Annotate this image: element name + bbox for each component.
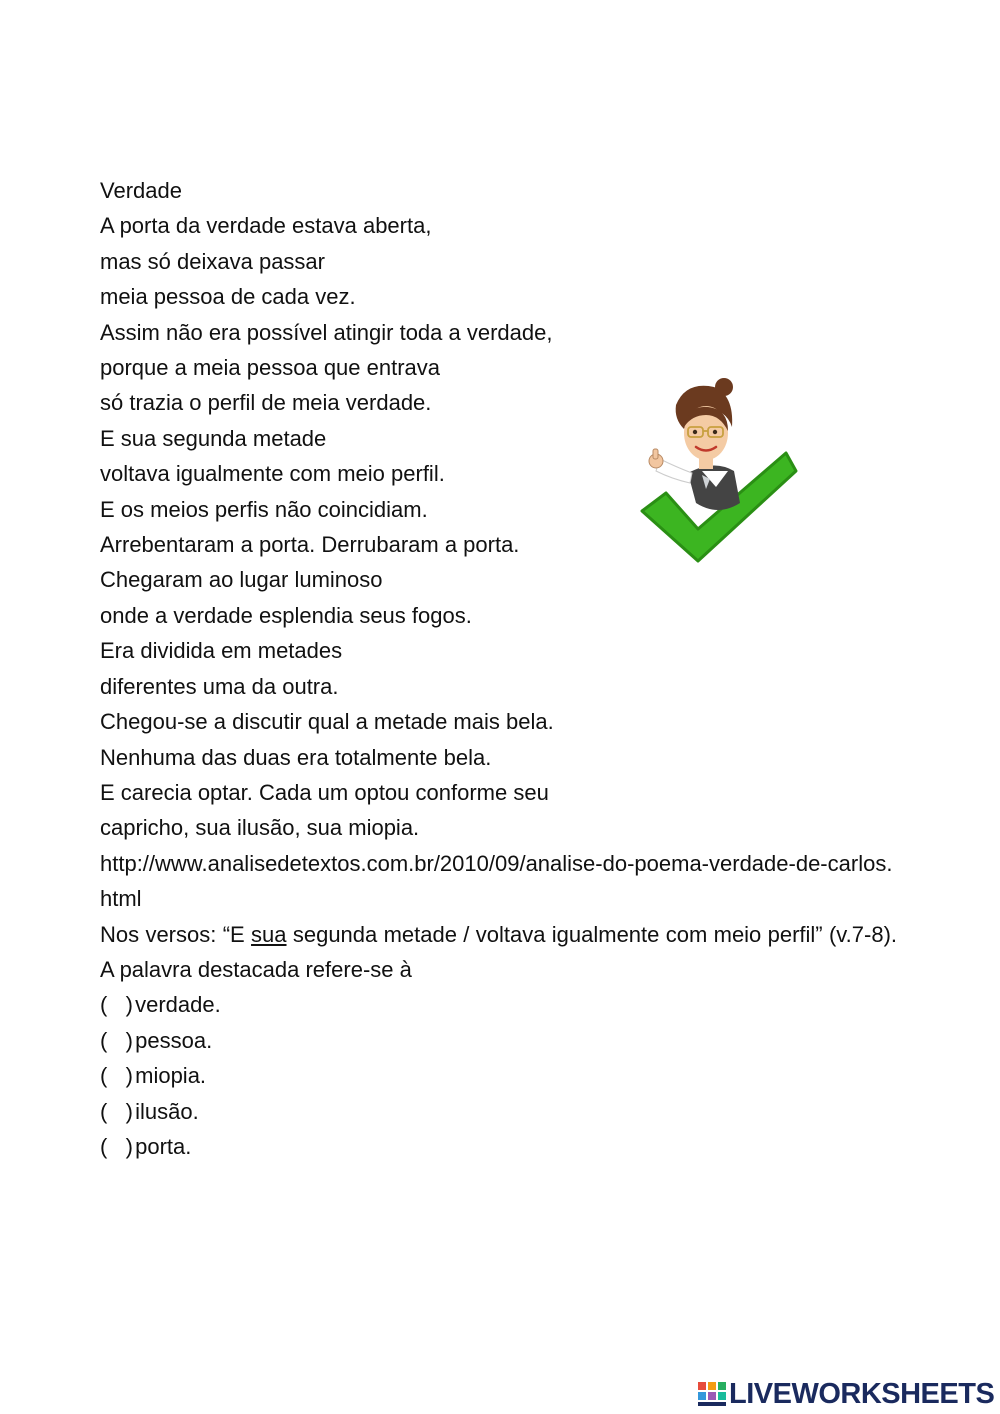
answer-option[interactable] (100, 1058, 897, 1093)
worksheet (100, 173, 897, 1164)
poem-line: onde a verdade esplendia seus fogos. (100, 602, 472, 628)
brand-name: LIVEWORKSHEETS (729, 1377, 995, 1410)
option-label: pessoa. (135, 1027, 213, 1053)
option-checkbox[interactable]: ( ) (100, 992, 133, 1018)
option-label: porta. (135, 1133, 192, 1159)
teacher-checkmark-illustration (636, 375, 808, 567)
poem-line: Nenhuma das duas era totalmente bela. (100, 744, 492, 770)
option-label: verdade. (135, 992, 221, 1018)
teacher-avatar-icon (649, 378, 740, 510)
poem-line: diferentes uma da outra. (100, 673, 339, 699)
poem-line: mas só deixava passar (100, 248, 325, 274)
option-checkbox[interactable]: ( ) (100, 1063, 133, 1089)
question-after: segunda metade / voltava igualmente com meio perfil” (v.7-8). A palavra destacada refere-se à (100, 921, 898, 982)
source-url: http://www.analisedetextos.com.br/2010/09/analise-do-poema-verdade-de-carlos.html (100, 850, 893, 912)
poem-line: voltava igualmente com meio perfil. (100, 461, 445, 487)
poem-line: E carecia optar. Cada um optou conforme seu (100, 779, 549, 805)
poem-line: Chegaram ao lugar luminoso (100, 567, 383, 593)
highlighted-word: sua (251, 921, 287, 947)
answer-option[interactable] (100, 1094, 897, 1129)
poem-line: meia pessoa de cada vez. (100, 284, 356, 310)
answer-options (100, 987, 897, 1164)
option-checkbox[interactable]: ( ) (100, 1133, 133, 1159)
poem-line: Era dividida em metades (100, 638, 343, 664)
option-checkbox[interactable]: ( ) (100, 1098, 133, 1124)
poem-line: capricho, sua ilusão, sua miopia. (100, 815, 420, 841)
answer-option[interactable] (100, 987, 897, 1022)
poem-line: E os meios perfis não coincidiam. (100, 496, 428, 522)
poem-line: E sua segunda metade (100, 425, 327, 451)
question-text (100, 917, 897, 988)
poem-line: Chegou-se a discutir qual a metade mais bela. (100, 709, 554, 735)
poem-line: só trazia o perfil de meia verdade. (100, 390, 432, 416)
poem-line: A porta da verdade estava aberta, (100, 213, 432, 239)
poem-line: Arrebentaram a porta. Derrubaram a porta. (100, 532, 520, 558)
poem-line: porque a meia pessoa que entrava (100, 355, 441, 381)
option-checkbox[interactable]: ( ) (100, 1027, 133, 1053)
option-label: miopia. (135, 1063, 207, 1089)
liveworksheets-logo (697, 1378, 994, 1410)
poem-title: Verdade (100, 178, 182, 203)
option-label: ilusão. (135, 1098, 199, 1124)
liveworksheets-logo-icon (697, 1380, 727, 1408)
poem-line: Assim não era possível atingir toda a verdade, (100, 319, 553, 345)
answer-option[interactable] (100, 1023, 897, 1058)
answer-option[interactable] (100, 1129, 897, 1164)
question-before: Nos versos: “E (100, 921, 252, 947)
